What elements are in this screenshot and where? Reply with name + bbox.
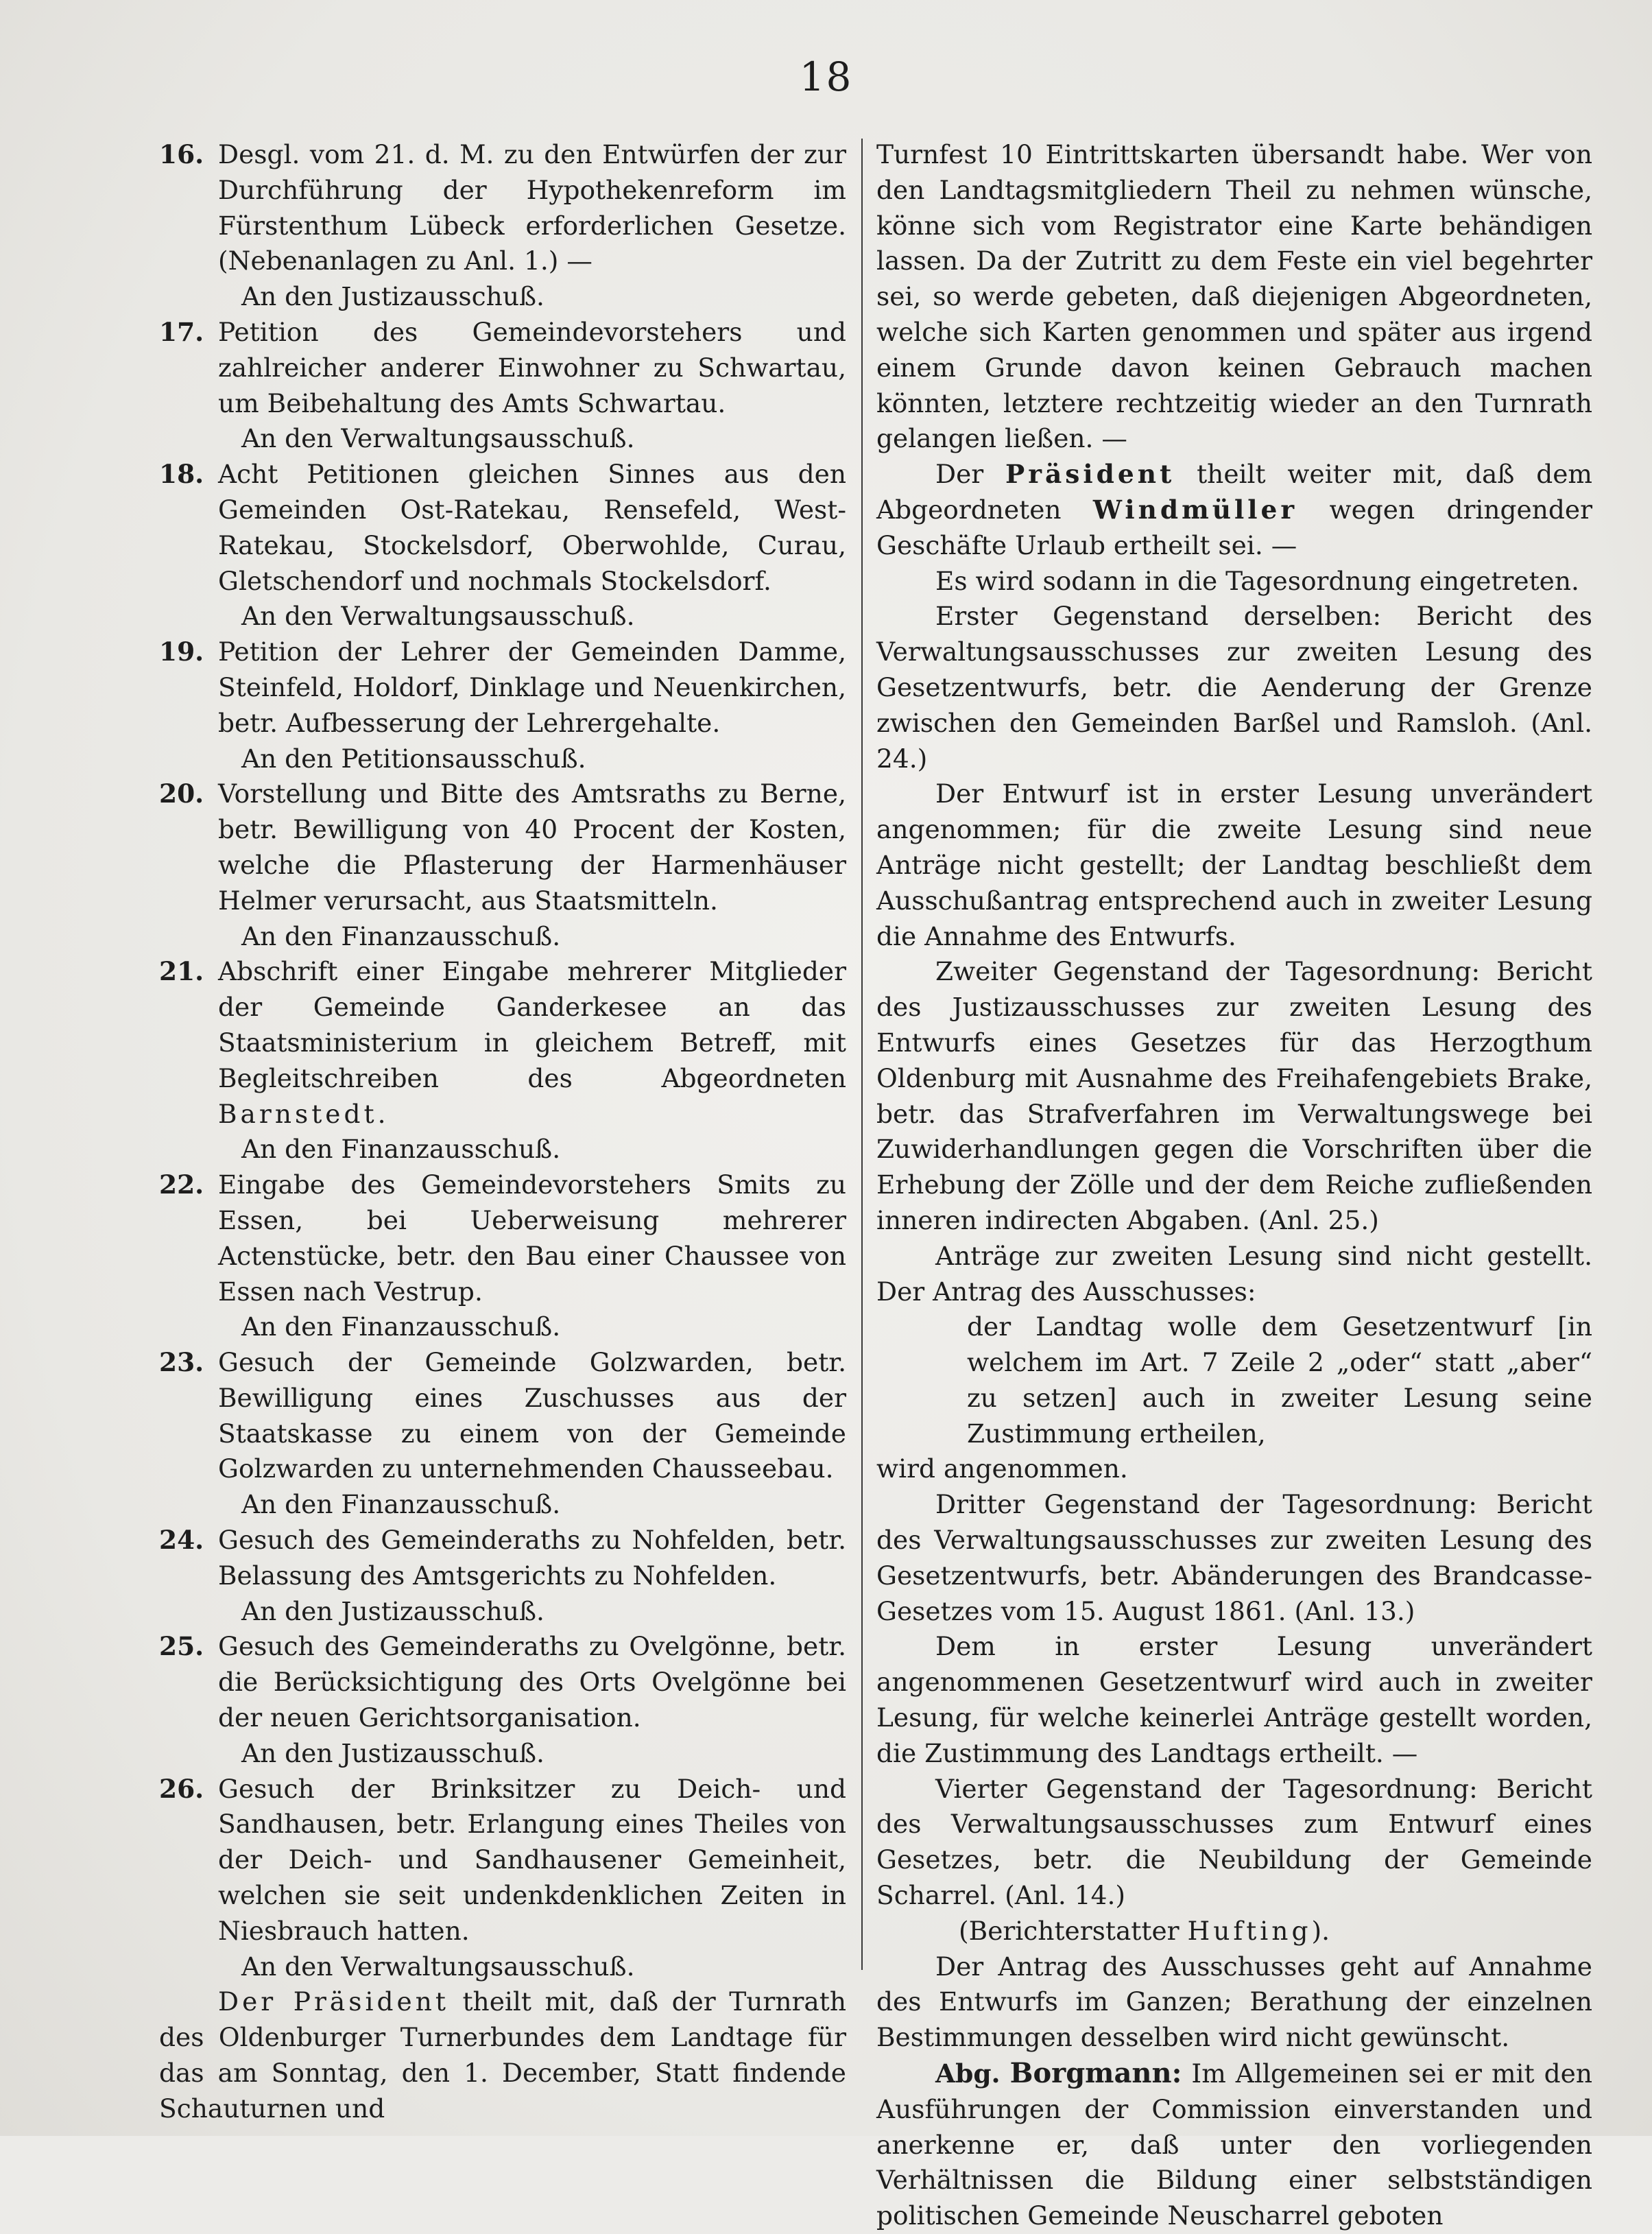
text-fragment: Der [935, 459, 984, 490]
item-referral: An den Finanzausschuß. [241, 920, 561, 951]
paragraph-accepted: wird angenommen. [876, 1453, 1128, 1484]
paragraph-third-item: Dritter Gegenstand der Tagesordnung: Bericht des Verwaltungsausschusses zur zweiten Lesung des Gesetzentwurfs, betr. Abänderungen des Brandcasse-Gesetzes vom 15. August 1861. (Anl. 13.) [876, 1489, 1592, 1626]
item-referral: An den Finanzausschuß. [241, 1134, 561, 1165]
item-referral: An den Justizausschuß. [241, 1737, 544, 1768]
item-number: 25. [159, 1631, 204, 1662]
petition-item [159, 1167, 846, 1309]
item-number: 20. [159, 779, 204, 809]
item-referral: An den Verwaltungsausschuß. [241, 423, 635, 454]
item-number: 21. [159, 956, 204, 987]
text-fragment: wegen dringender Geschäfte Urlaub ertheilt sei. — [876, 494, 1593, 560]
rapporteur-name: Hufting [1187, 1915, 1312, 1946]
item-referral: An den Verwaltungsausschuß. [241, 1951, 635, 1982]
text-fragment: Abg. [935, 2058, 1001, 2089]
petition-item [159, 776, 846, 918]
item-text: Eingabe des Gemeindevorstehers Smits zu Essen, bei Ueberweisung mehrerer Actenstücke, betr. den Bau einer Chaussee von Essen nach Vestrup. [218, 1169, 846, 1307]
paragraph-second-item: Zweiter Gegenstand der Tagesordnung: Bericht des Justizausschusses zur zweiten Lesung des Entwurfs eines Gesetzes für das Herzogthum Oldenburg mit Ausnahme des Freihafengebiets Brake, betr. das Strafverfahren im Verwaltungswege bei Zuwiderhandlungen gegen die Vorschriften über die Erhebung der Zölle und der dem Reiche zufließenden inneren indirecten Abgaben. (Anl. 25.) [876, 956, 1592, 1235]
paragraph-first-item: Erster Gegenstand derselben: Bericht des Verwaltungsausschusses zur zweiten Lesung des Gesetzentwurfs, betr. die Aenderung der Grenze zwischen den Gemeinden Barßel und Ramsloh. (Anl. 24.) [876, 601, 1592, 774]
speaker-president: Präsident [1005, 459, 1175, 490]
item-text: Petition der Lehrer der Gemeinden Damme, Steinfeld, Holdorf, Dinklage und Neuenkirchen, betr. Aufbesserung der Lehrergehalte. [218, 637, 846, 738]
paragraph-first-decision: Der Entwurf ist in erster Lesung unverändert angenommen; für die zweite Lesung sind neue Anträge nicht gestellt; der Landtag beschließt dem Ausschußantrag entsprechend auch in zweiter Lesung die Annahme des Entwurfs. [876, 779, 1592, 951]
item-text: Vorstellung und Bitte des Amtsraths zu Berne, betr. Bewilligung von 40 Procent der Kosten, welche die Pflasterung der Harmenhäuser Helmer verursacht, aus Staatsmitteln. [218, 779, 846, 916]
rapporteur-line [876, 1914, 1592, 1949]
speaker-president: Der Präsident [218, 1986, 449, 2017]
motion-quote: der Landtag wolle dem Gesetzentwurf [in welchem im Art. 7 Zeile 2 „oder“ statt „aber“ zu setzen] auch in zweiter Lesung seine Zustimmung ertheilen, [967, 1311, 1592, 1449]
paragraph-fourth-item: Vierter Gegenstand der Tagesordnung: Bericht des Verwaltungsausschusses zum Entwurf eines Gesetzes, betr. die Neubildung der Gemeinde Scharrel. (Anl. 14.) [876, 1773, 1592, 1911]
item-number: 23. [159, 1347, 204, 1378]
paragraph-borgmann [876, 2056, 1592, 2234]
paragraph-second-motions: Anträge zur zweiten Lesung sind nicht gestellt. Der Antrag des Ausschusses: [876, 1240, 1592, 1307]
deputy-name: Barnstedt. [218, 1098, 390, 1129]
item-text: Petition des Gemeindevorstehers und zahlreicher anderer Einwohner zu Schwartau, um Beibehaltung des Amts Schwartau. [218, 316, 846, 418]
petition-item [159, 1772, 846, 1949]
item-text: Desgl. vom 21. d. M. zu den Entwürfen der zur Durchführung der Hypothekenreform im Fürstenthum Lübeck erforderlichen Gesetze. (Nebenanlagen zu Anl. 1.) — [218, 139, 846, 276]
item-referral: An den Finanzausschuß. [241, 1311, 561, 1342]
item-referral: An den Justizausschuß. [241, 1595, 544, 1626]
text-fragment: Im Allgemeinen sei er mit den Ausführungen der Commission einverstanden und anerkenne er, daß unter den vorliegenden Verhältnissen die Bildung einer selbstständigen politischen Gemeinde Neuscharrel geboten [876, 2058, 1593, 2231]
left-column [159, 137, 846, 2127]
petition-item [159, 137, 846, 279]
paragraph-turnfest: Turnfest 10 Eintrittskarten übersandt habe. Wer von den Landtagsmitgliedern Theil zu nehmen wünsche, könne sich vom Registrator eine Karte behändigen lassen. Da der Zutritt zu dem Feste ein viel begehrter sei, so werde gebeten, daß diejenigen Abgeordneten, welche sich Karten genommen und später aus irgend einem Grunde davon keinen Gebrauch machen könnten, letztere rechtzeitig wieder an den Turnrath gelangen ließen. — [876, 139, 1592, 454]
item-number: 18. [159, 459, 204, 490]
petition-item [159, 1345, 846, 1487]
announcement-text: theilt mit, daß der Turnrath des Oldenburger Turnerbundes dem Landtage für das am Sonntag, den 1. December, Statt findende Schauturnen und [159, 1986, 846, 2124]
item-text: Gesuch des Gemeinderaths zu Ovelgönne, betr. die Berücksichtigung des Orts Ovelgönne bei der neuen Gerichtsorganisation. [218, 1631, 846, 1733]
item-number: 22. [159, 1169, 204, 1200]
president-announcement [159, 1984, 846, 2126]
text-fragment: ). [1311, 1915, 1330, 1946]
paragraph-third-decision: Dem in erster Lesung unverändert angenommenen Gesetzentwurf wird auch in zweiter Lesung, für welche keinerlei Anträge gestellt worden, die Zustimmung des Landtags ertheilt. — [876, 1631, 1592, 1768]
petition-item [159, 457, 846, 599]
text-fragment: theilt weiter mit, daß dem Abgeordneten [876, 459, 1592, 525]
item-text: Gesuch des Gemeinderaths zu Nohfelden, betr. Belassung des Amtsgerichts zu Nohfelden. [218, 1525, 846, 1591]
item-number: 16. [159, 139, 204, 169]
item-referral: An den Petitionsausschuß. [241, 743, 586, 774]
item-number: 26. [159, 1773, 204, 1804]
item-text: Abschrift einer Eingabe mehrerer Mitglieder der Gemeinde Ganderkesee an das Staatsministerium in gleichem Betreff, mit Begleitschreiben des Abgeordneten [218, 956, 846, 1093]
page-number: 18 [799, 54, 853, 100]
column-divider [861, 139, 863, 1970]
item-referral: An den Justizausschuß. [241, 281, 544, 312]
item-number: 17. [159, 316, 204, 347]
petition-item [159, 1523, 846, 1594]
item-text: Gesuch der Brinksitzer zu Deich- und Sandhausen, betr. Erlangung eines Theiles von der Deich- und Sandhausener Gemeinheit, welchen sie seit undenkdenklichen Zeiten in Niesbrauch hatten. [218, 1773, 846, 1946]
paragraph-agenda-start: Es wird sodann in die Tagesordnung eingetreten. [935, 565, 1579, 596]
petition-item [159, 634, 846, 741]
right-column [876, 137, 1592, 2234]
text-fragment: (Berichterstatter [959, 1915, 1180, 1946]
petition-item [159, 315, 846, 421]
deputy-name: Borgmann: [1009, 2057, 1182, 2090]
paragraph-fourth-motion: Der Antrag des Ausschusses geht auf Annahme des Entwurfs im Ganzen; Berathung der einzelnen Bestimmungen desselben wird nicht gewünscht. [876, 1951, 1592, 2053]
petition-item [159, 1629, 846, 1735]
item-text: Acht Petitionen gleichen Sinnes aus den Gemeinden Ost-Ratekau, Rensefeld, West-Ratekau, Stockelsdorf, Oberwohlde, Curau, Gletschendorf und nochmals Stockelsdorf. [218, 459, 846, 596]
item-referral: An den Verwaltungsausschuß. [241, 601, 635, 632]
petition-item [159, 954, 846, 1132]
item-number: 24. [159, 1525, 204, 1556]
deputy-name: Windmüller [1092, 494, 1298, 525]
item-referral: An den Finanzausschuß. [241, 1489, 561, 1520]
paragraph-urlaub [876, 457, 1592, 563]
item-text: Gesuch der Gemeinde Golzwarden, betr. Bewilligung eines Zuschusses aus der Staatskasse zu einem von der Gemeinde Golzwarden zu unternehmenden Chausseebau. [218, 1347, 846, 1484]
item-number: 19. [159, 637, 204, 667]
